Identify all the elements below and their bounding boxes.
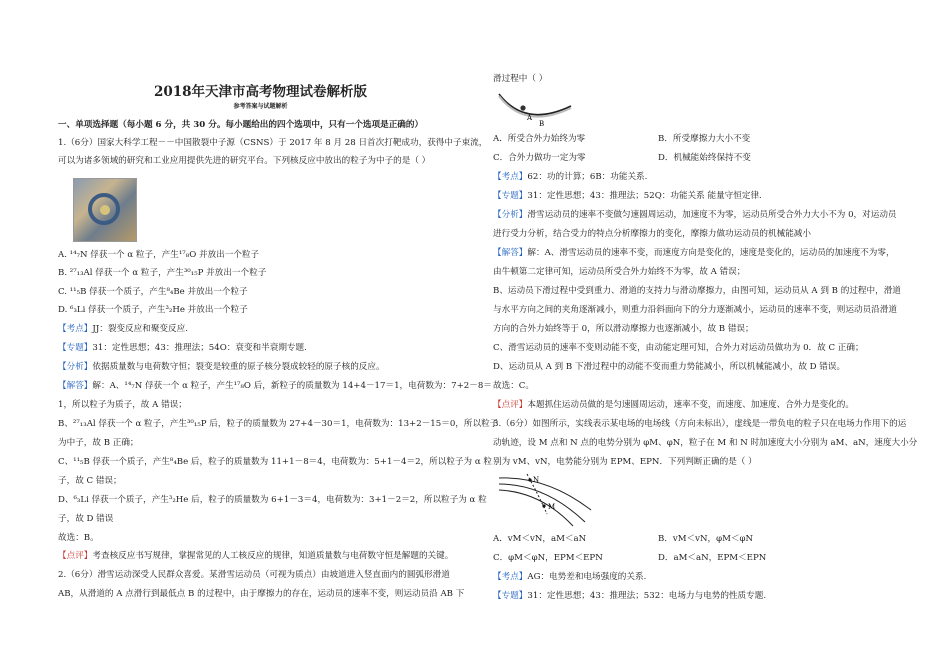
dianping-tag: 【点评】 [58,551,93,561]
q1-jieda-line2: 1，所以粒子为质子，故 A 错误； [58,400,187,410]
q1-option-b: B. ²⁷₁₃Al 俘获一个 α 粒子，产生³⁰₁₅P 并放出一个粒子 [58,268,267,278]
ski-track-figure [495,88,577,128]
q1-jieda-line4: 为中子，故 B 正确； [58,438,139,448]
jieda-tag: 【解答】 [58,381,93,391]
q1-jieda-line6: 子，故 C 错误； [58,476,122,486]
section-heading: 一、单项选择题（每小题 6 分，共 30 分。每小题给出的四个选项中，只有一个选项是正确的） [58,120,424,130]
q3-stem-line1: 3.（6分）如图所示，实线表示某电场的电场线（方向未标出），虚线是一带负电的粒子只在电场力作用下的运 [493,419,907,429]
kaodian-text: JJ：裂变反应和聚变反应. [92,324,188,334]
q3-zhuanti [493,591,903,602]
q3-options-ab [493,534,903,545]
photo-core [100,205,110,215]
q2-jieda-line7: D、运动员从 A 到 B 下滑过程中的动能不变而重力势能减小，所以机械能减小，故 D 错误。 [493,362,846,372]
point-a-label: A [527,114,533,122]
q1-jieda-line8: 子，故 D 错误 [58,514,114,524]
point-n-dot [528,478,531,481]
q1-option-d: D. ⁶₃Li 俘获一个质子，产生³₂He 并放出一个粒子 [58,305,248,315]
q2-option-a: A．所受合外力始终为零 [493,134,586,144]
electric-field-figure [497,470,593,528]
q2-stem-line2: AB，从滑道的 A 点滑行到最低点 B 的过程中，由于摩擦力的存在，运动员的速率不变，则运动员沿 AB 下 [58,589,465,599]
q1-stem-line2: 可以为诸多领域的研究和工业应用提供先进的研究平台。下列核反应中放出的粒子为中子的是（ ） [58,156,431,166]
q1-answer: 故选：B。 [58,533,99,543]
q2-jieda-line5: 方向的合外力始终等于 0，所以滑动摩擦力也逐渐减小，故 B 错误； [493,324,754,334]
q1-option-a: A. ¹⁴₇N 俘获一个 α 粒子，产生¹⁷₈O 并放出一个粒子 [58,250,260,260]
q1-option-c: C. ¹¹₅B 俘获一个质子，产生⁸₄Be 并放出一个粒子 [58,287,248,297]
kaodian-tag: 【考点】 [58,324,93,334]
q3-option-d: D．aM＜aN，EPM＜EPN [658,553,767,563]
fenxi-text: 滑雪运动员的速率不变做匀速圆周运动，加速度不为零，运动员所受合外力大小不为 0，对运动员 [527,210,897,220]
document-title: 2018年天津市高考物理试卷解析版 [153,84,368,100]
q2-jieda-line3: B、运动员下滑过程中受到重力、滑道的支持力与滑动摩擦力，由图可知，运动员从 A 到 B 的过程中，滑道 [493,286,901,296]
point-m-dot [542,504,545,507]
q3-stem-line3: 别为 vM、vN，电势能分别为 EPM、EPN．下列判断正确的是（ ） [493,457,757,467]
zhuanti-tag: 【专题】 [493,191,528,201]
csns-photo [73,178,137,242]
q2-option-b: B．所受摩擦力大小不变 [658,134,751,144]
kaodian-text: AG：电势差和电场强度的关系. [527,572,647,582]
fenxi-tag: 【分析】 [58,362,93,372]
q1-fenxi [58,362,463,373]
dianping-tag: 【点评】 [493,400,528,410]
q3-stem-line2: 动轨迹，设 M 点和 N 点的电势分别为 φM、φN，粒子在 M 和 N 时加速度大小分别为 aM、aN，速度大小分 [493,438,918,448]
q2-jieda-line4: 与水平方向之间的夹角逐渐减小，则重力沿斜面向下的分力逐渐减小，运动员的速率不变，则运动员沿滑道 [493,305,897,315]
q2-option-c: C．合外力做功一定为零 [493,153,586,163]
kaodian-text: 62：功的计算；6B：功能关系. [527,172,648,182]
zhuanti-tag: 【专题】 [58,343,93,353]
q1-jieda-line7: D、⁶₃Li 俘获一个质子，产生³₂He 后，粒子的质量数为 6+1－3＝4，电荷数为：3+1－2＝2，所以粒子为 α 粒 [58,495,487,505]
q2-option-d: D．机械能始终保持不变 [658,153,751,163]
fenxi-text: 依据质量数与电荷数守恒；裂变是较重的原子核分裂成较轻的原子核的反应。 [92,362,385,372]
q3-option-b: B．vM＜vN，φM＜φN [658,534,754,544]
q1-kaodian [58,324,463,335]
dianping-text: 考查核反应书写规律，掌握常见的人工核反应的规律，知道质量数与电荷数守恒是解题的关键。 [92,551,454,561]
zhuanti-text: 31：定性思想；43：推理法；54O：衰变和半衰期专题. [92,343,307,353]
q2-fenxi-line2: 进行受力分析，结合受力的特点分析摩擦力的变化，摩擦力做功运动员的机械能减小 [493,229,811,239]
dianping-text: 本题抓住运动员做的是匀速圆周运动，速率不变，而速度、加速度、合外力是变化的。 [527,400,854,410]
kaodian-tag: 【考点】 [493,572,528,582]
q2-options-ab [493,134,903,145]
q2-kaodian [493,172,903,183]
q3-option-a: A．vM＜vN，aM＜aN [493,534,587,544]
q2-answer: 故选：C。 [493,381,534,391]
jieda-tag: 【解答】 [493,248,528,258]
q2-fenxi-line1 [493,210,903,221]
q2-jieda-line2: 由牛顿第二定律可知，运动员所受合外力始终不为零，故 A 错误； [493,267,746,277]
q1-jieda-line5: C、¹¹₅B 俘获一个质子，产生⁸₄Be 后，粒子的质量数为 11+1－8＝4，电荷数为：5+1－4＝2，所以粒子为 α 粒 [58,457,492,467]
q1-stem-line1: 1.（6分）国家大科学工程－－中国散裂中子源（CSNS）于 2017 年 8 月 28 日首次打靶成功，获得中子束流， [58,138,488,148]
arc-track-shade [499,96,571,117]
kaodian-tag: 【考点】 [493,172,528,182]
zhuanti-tag: 【专题】 [493,591,528,601]
skier-figure [520,105,525,110]
q1-zhuanti [58,343,463,354]
q1-jieda-line1 [58,381,492,392]
jieda-text: 解：A、滑雪运动员的速率不变，而速度方向是变化的，速度是变化的，运动员的加速度不为零， [527,248,895,258]
point-n-label: N [533,476,540,484]
q2-stem-line3: 滑过程中（ ） [493,74,548,84]
q2-zhuanti [493,191,903,202]
q2-jieda-line1 [493,248,903,259]
point-m-label: M [548,503,556,511]
q2-jieda-line6: C、滑雪运动员的速率不变则动能不变，由动能定理可知，合外力对运动员做功为 0．故 C 正确； [493,343,864,353]
q2-stem-line1: 2.（6分）滑雪运动深受人民群众喜爱。某滑雪运动员（可视为质点）由坡道进入竖直面内的圆弧形滑道 [58,570,450,580]
zhuanti-text: 31：定性思想；43：推理法；52Q：功能关系 能量守恒定律. [527,191,762,201]
q2-options-cd [493,153,903,164]
q3-options-cd [493,553,903,564]
q2-dianping [493,400,903,411]
point-b-label: B [539,120,545,128]
q3-option-c: C．φM＜φN，EPM＜EPN [493,553,603,563]
fenxi-tag: 【分析】 [493,210,528,220]
document-subtitle: 参考答案与试题解析 [233,103,288,110]
jieda-text: 解：A、¹⁴₇N 俘获一个 α 粒子，产生¹⁷₈O 后，新粒子的质量数为 14+4－17＝1，电荷数为：7+2－8＝ [92,381,492,391]
q1-dianping [58,551,463,562]
field-line-3 [499,490,573,526]
zhuanti-text: 31：定性思想；43：推理法；532：电场力与电势的性质专题. [527,591,767,601]
q3-kaodian [493,572,903,583]
q1-jieda-line3: B、²⁷₁₃Al 俘获一个 α 粒子，产生³⁰₁₅P 后，粒子的质量数为 27+4－30＝1，电荷数为：13+2－15＝0，所以粒子 [58,419,499,429]
